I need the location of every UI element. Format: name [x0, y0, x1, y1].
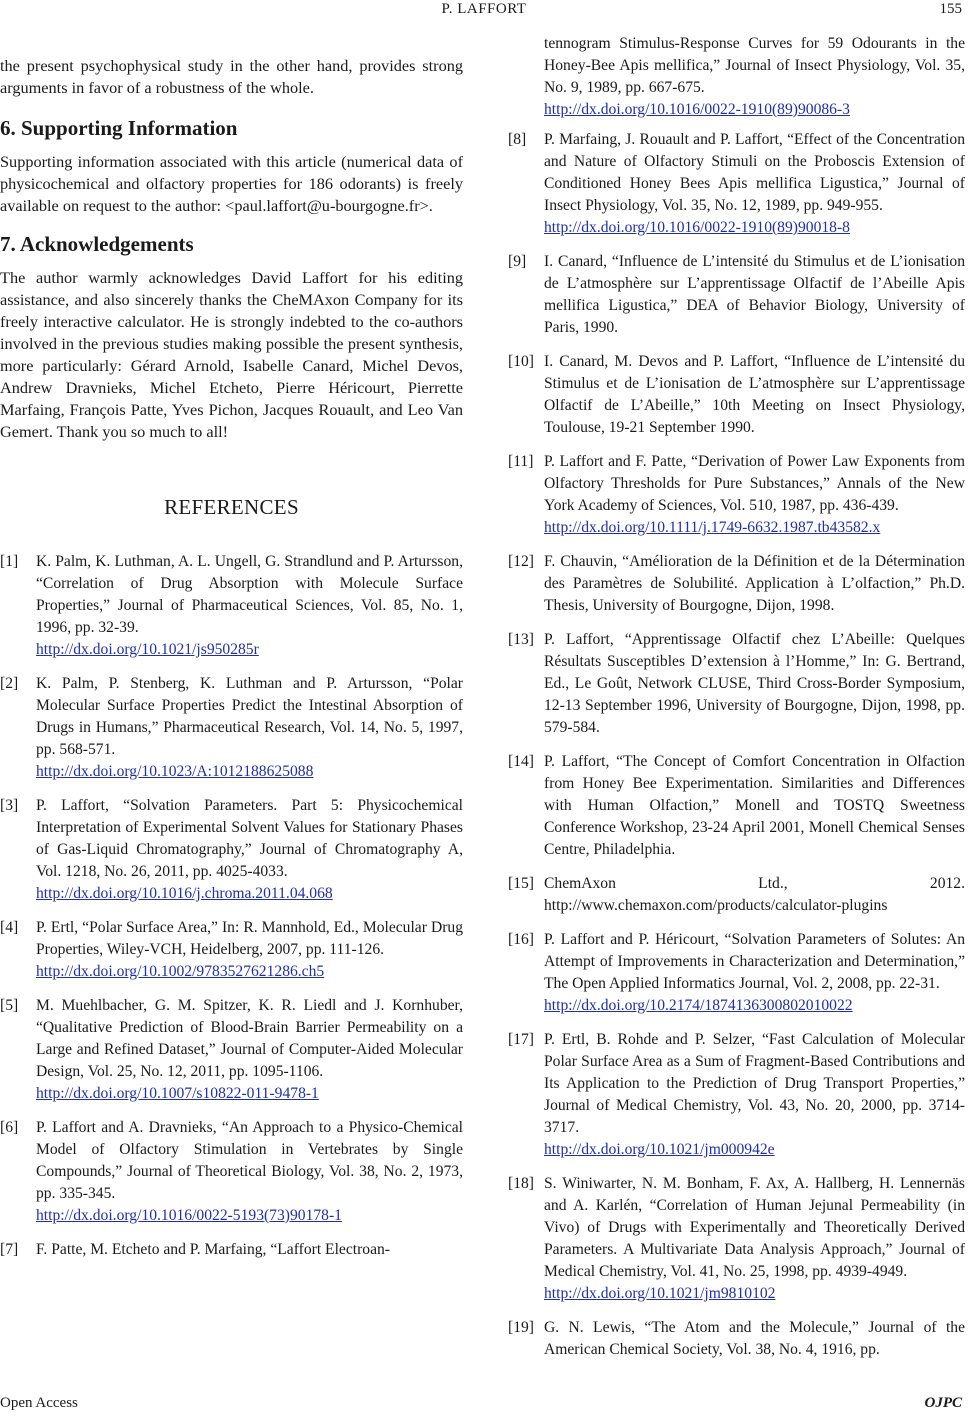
reference-number: [18] — [508, 1175, 534, 1192]
reference-doi-link[interactable]: http://dx.doi.org/10.1016/0022-1910(89)90018-8 — [544, 219, 850, 236]
supporting-heading: 6. Supporting Information — [0, 116, 238, 140]
reference-item — [508, 1317, 965, 1361]
reference-text: P. Laffort and P. Héricourt, “Solvation Parameters of Solutes: An Attempt of Improvements in Characterization and Determination,” The Open Applied Informatics Journal, Vol. 2, 2008, pp. 22-31. — [544, 931, 965, 992]
reference-number: [17] — [508, 1031, 534, 1048]
reference-text: ChemAxon Ltd., 2012. http://www.chemaxon.com/products/calculator-plugins — [544, 875, 965, 914]
reference-number: [13] — [508, 631, 534, 648]
reference-text: P. Laffort, “Solvation Parameters. Part 5: Physicochemical Interpretation of Experimental Solvent Values for Stationary Phases of Gas-Liquid Chromatography,” Journal of Chromatography A, Vol. 1218, No. 26, 2011, pp. 4025-4033. — [36, 797, 463, 880]
reference-item — [508, 751, 965, 861]
ack-paragraph: The author warmly acknowledges David Laffort for his editing assistance, and also sincerely thanks the CheMAxon Company for its freely interactive calculator. He is strongly indebted to the co-authors involved in the previous studies making possible the present synthesis, more particularly: Gérard Arnold, Isabelle Canard, Michel Devos, Andrew Dravnieks, Michel Etcheto, Pierre Héricourt, Pierrette Marfaing, François Patte, Yves Pichon, Jacques Rouault, and Leo Van Gemert. Thank you so much to all! — [0, 268, 463, 441]
intro-tail-paragraph: the present psychophysical study in the other hand, provides strong arguments in favor of a robustness of the whole. — [0, 56, 463, 97]
reference-text: K. Palm, K. Luthman, A. L. Ungell, G. Strandlund and P. Artursson, “Correlation of Drug Absorption with Molecule Surface Properties,” Journal of Pharmaceutical Sciences, Vol. 85, No. 1, 1996, pp. 32-39. — [36, 553, 463, 636]
reference-item — [508, 451, 965, 539]
reference-number: [2] — [0, 675, 19, 692]
reference-text: P. Ertl, B. Rohde and P. Selzer, “Fast Calculation of Molecular Polar Surface Area as a Sum of Fragment-Based Contributions and Its Application to the Prediction of Drug Transport Properties,” Journal of Medical Chemistry, Vol. 43, No. 20, 2000, pp. 3714-3717. — [544, 1031, 965, 1136]
references-list-left — [0, 551, 463, 1261]
reference-item — [0, 1239, 463, 1261]
running-title: P. LAFFORT — [441, 1, 527, 17]
reference-number: [15] — [508, 875, 534, 892]
left-column — [0, 55, 463, 1273]
reference-text: I. Canard, M. Devos and P. Laffort, “Influence de L’intensité du Stimulus et de L’ionisation de L’atmosphère sur L’apprentissage Olfactif de L’Abeille,” 10th Meeting on Insect Physiology, Toulouse, 19-21 September 1990. — [544, 353, 965, 436]
reference-item — [0, 673, 463, 783]
reference-text: P. Laffort, “The Concept of Comfort Concentration in Olfaction from Honey Bee Experimentation. Similarities and Differences with Human Olfaction,” Monell and TOSTQ Sweetness Conference Workshop, 23-24 April 2001, Monell Chemical Senses Centre, Philadelphia. — [544, 753, 965, 858]
reference-number: [7] — [0, 1241, 19, 1258]
reference-continuation — [508, 33, 965, 121]
reference-item — [0, 1117, 463, 1227]
reference-number: [19] — [508, 1319, 534, 1336]
reference-number: [4] — [0, 919, 19, 936]
references-title: REFERENCES — [164, 495, 299, 519]
references-list-right — [508, 129, 965, 1361]
reference-item — [508, 129, 965, 239]
reference-item — [0, 917, 463, 983]
reference-item — [0, 795, 463, 905]
footer-journal: OJPC — [924, 1395, 962, 1411]
reference-doi-link[interactable]: http://dx.doi.org/10.1002/9783527621286.ch5 — [36, 963, 325, 980]
ack-heading: 7. Acknowledgements — [0, 232, 194, 256]
reference-number: [1] — [0, 553, 19, 570]
reference-item — [508, 251, 965, 339]
reference-doi-link[interactable]: http://dx.doi.org/10.1021/jm000942e — [544, 1141, 775, 1158]
reference-number: [10] — [508, 353, 534, 370]
reference-doi-link[interactable]: http://dx.doi.org/10.1021/js950285r — [36, 641, 259, 658]
reference-number: [14] — [508, 753, 534, 770]
reference-item — [508, 873, 965, 917]
reference-doi-link[interactable]: http://dx.doi.org/10.1023/A:1012188625088 — [36, 763, 314, 780]
continuation-link[interactable]: http://dx.doi.org/10.1016/0022-1910(89)90086-3 — [544, 101, 850, 118]
reference-doi-link[interactable]: http://dx.doi.org/10.2174/1874136300802010022 — [544, 997, 853, 1014]
reference-item — [0, 995, 463, 1105]
reference-number: [3] — [0, 797, 19, 814]
footer-open-access: Open Access — [0, 1395, 78, 1411]
reference-doi-link[interactable]: http://dx.doi.org/10.1111/j.1749-6632.1987.tb43582.x — [544, 519, 881, 536]
reference-number: [8] — [508, 131, 527, 148]
reference-text: F. Chauvin, “Amélioration de la Définition et de la Détermination des Paramètres de Solubilité. Application à L’olfaction,” Ph.D. Thesis, University of Bourgogne, Dijon, 1998. — [544, 553, 965, 614]
reference-text: P. Marfaing, J. Rouault and P. Laffort, “Effect of the Concentration and Nature of Olfactory Stimuli on the Proboscis Extension of Conditioned Honey Bees Apis mellifica Ligustica,” Journal of Insect Physiology, Vol. 35, No. 12, 1989, pp. 949-955. — [544, 131, 965, 214]
reference-text: P. Laffort and A. Dravnieks, “An Approach to a Physico-Chemical Model of Olfactory Stimulation in Vertebrates by Single Compounds,” Journal of Theoretical Biology, Vol. 38, No. 2, 1973, pp. 335-345. — [36, 1119, 463, 1202]
reference-number: [16] — [508, 931, 534, 948]
reference-text: M. Muehlbacher, G. M. Spitzer, K. R. Liedl and J. Kornhuber, “Qualitative Prediction of Blood-Brain Barrier Permeability on a Large and Refined Dataset,” Journal of Computer-Aided Molecular Design, Vol. 25, No. 12, 2011, pp. 1095-1106. — [36, 997, 463, 1080]
reference-item — [508, 551, 965, 617]
reference-number: [12] — [508, 553, 534, 570]
reference-text: P. Laffort and F. Patte, “Derivation of Power Law Exponents from Olfactory Thresholds for Pure Substances,” Annals of the New York Academy of Sciences, Vol. 510, 1987, pp. 436-439. — [544, 453, 965, 514]
reference-text: P. Ertl, “Polar Surface Area,” In: R. Mannhold, Ed., Molecular Drug Properties, Wiley-VCH, Heidelberg, 2007, pp. 111-126. — [36, 919, 463, 958]
reference-doi-link[interactable]: http://dx.doi.org/10.1016/0022-5193(73)90178-1 — [36, 1207, 342, 1224]
page-number: 155 — [939, 1, 962, 17]
reference-text: K. Palm, P. Stenberg, K. Luthman and P. Artursson, “Polar Molecular Surface Properties Predict the Intestinal Absorption of Drugs in Humans,” Pharmaceutical Research, Vol. 14, No. 5, 1997, pp. 568-571. — [36, 675, 463, 758]
reference-item — [508, 929, 965, 1017]
reference-text: F. Patte, M. Etcheto and P. Marfaing, “Laffort Electroan- — [36, 1241, 390, 1258]
reference-number: [11] — [508, 453, 534, 470]
supporting-paragraph: Supporting information associated with this article (numerical data of physicochemical and olfactory properties for 186 odorants) is freely available on request to the author: <paul.laffort@u-bourgogne.fr>. — [0, 152, 463, 215]
page-header — [0, 0, 968, 26]
reference-text: I. Canard, “Influence de L’intensité du Stimulus et de L’ionisation de L’atmosphère sur L’apprentissage Olfactif de l’Abeille Apis mellifica Ligustica,” DEA of Behavior Biology, University of Paris, 1990. — [544, 253, 965, 336]
reference-number: [5] — [0, 997, 19, 1014]
reference-item — [508, 1173, 965, 1305]
reference-item — [508, 1029, 965, 1161]
reference-text: G. N. Lewis, “The Atom and the Molecule,” Journal of the American Chemical Society, Vol. 38, No. 4, 1916, pp. — [544, 1319, 965, 1358]
reference-text: S. Winiwarter, N. M. Bonham, F. Ax, A. Hallberg, H. Lennernäs and A. Karlén, “Correlation of Human Jejunal Permeability (in Vivo) of Drugs with Experimentally and Theoretically Derived Parameters. A Multivariate Data Analysis Approach,” Journal of Medical Chemistry, Vol. 41, No. 25, 1998, pp. 4939-4949. — [544, 1175, 965, 1280]
reference-item — [508, 351, 965, 439]
reference-number: [9] — [508, 253, 527, 270]
reference-number: [6] — [0, 1119, 19, 1136]
reference-doi-link[interactable]: http://dx.doi.org/10.1021/jm9810102 — [544, 1285, 776, 1302]
reference-doi-link[interactable]: http://dx.doi.org/10.1007/s10822-011-9478-1 — [36, 1085, 319, 1102]
reference-item — [0, 551, 463, 661]
reference-doi-link[interactable]: http://dx.doi.org/10.1016/j.chroma.2011.04.068 — [36, 885, 333, 902]
reference-text: P. Laffort, “Apprentissage Olfactif chez L’Abeille: Quelques Résultats Susceptibles D’extension à l’Homme,” In: G. Bertrand, Ed., Le Goût, Network CLUSE, Third Cross-Border Symposium, 12-13 September 1996, University of Bourgogne, Dijon, 1998, pp. 579-584. — [544, 631, 965, 736]
continuation-text: tennogram Stimulus-Response Curves for 59 Odourants in the Honey-Bee Apis mellifica,” Journal of Insect Physiology, Vol. 35, No. 9, 1989, pp. 667-675. — [544, 35, 965, 96]
reference-item — [508, 629, 965, 739]
right-column — [508, 33, 965, 1373]
